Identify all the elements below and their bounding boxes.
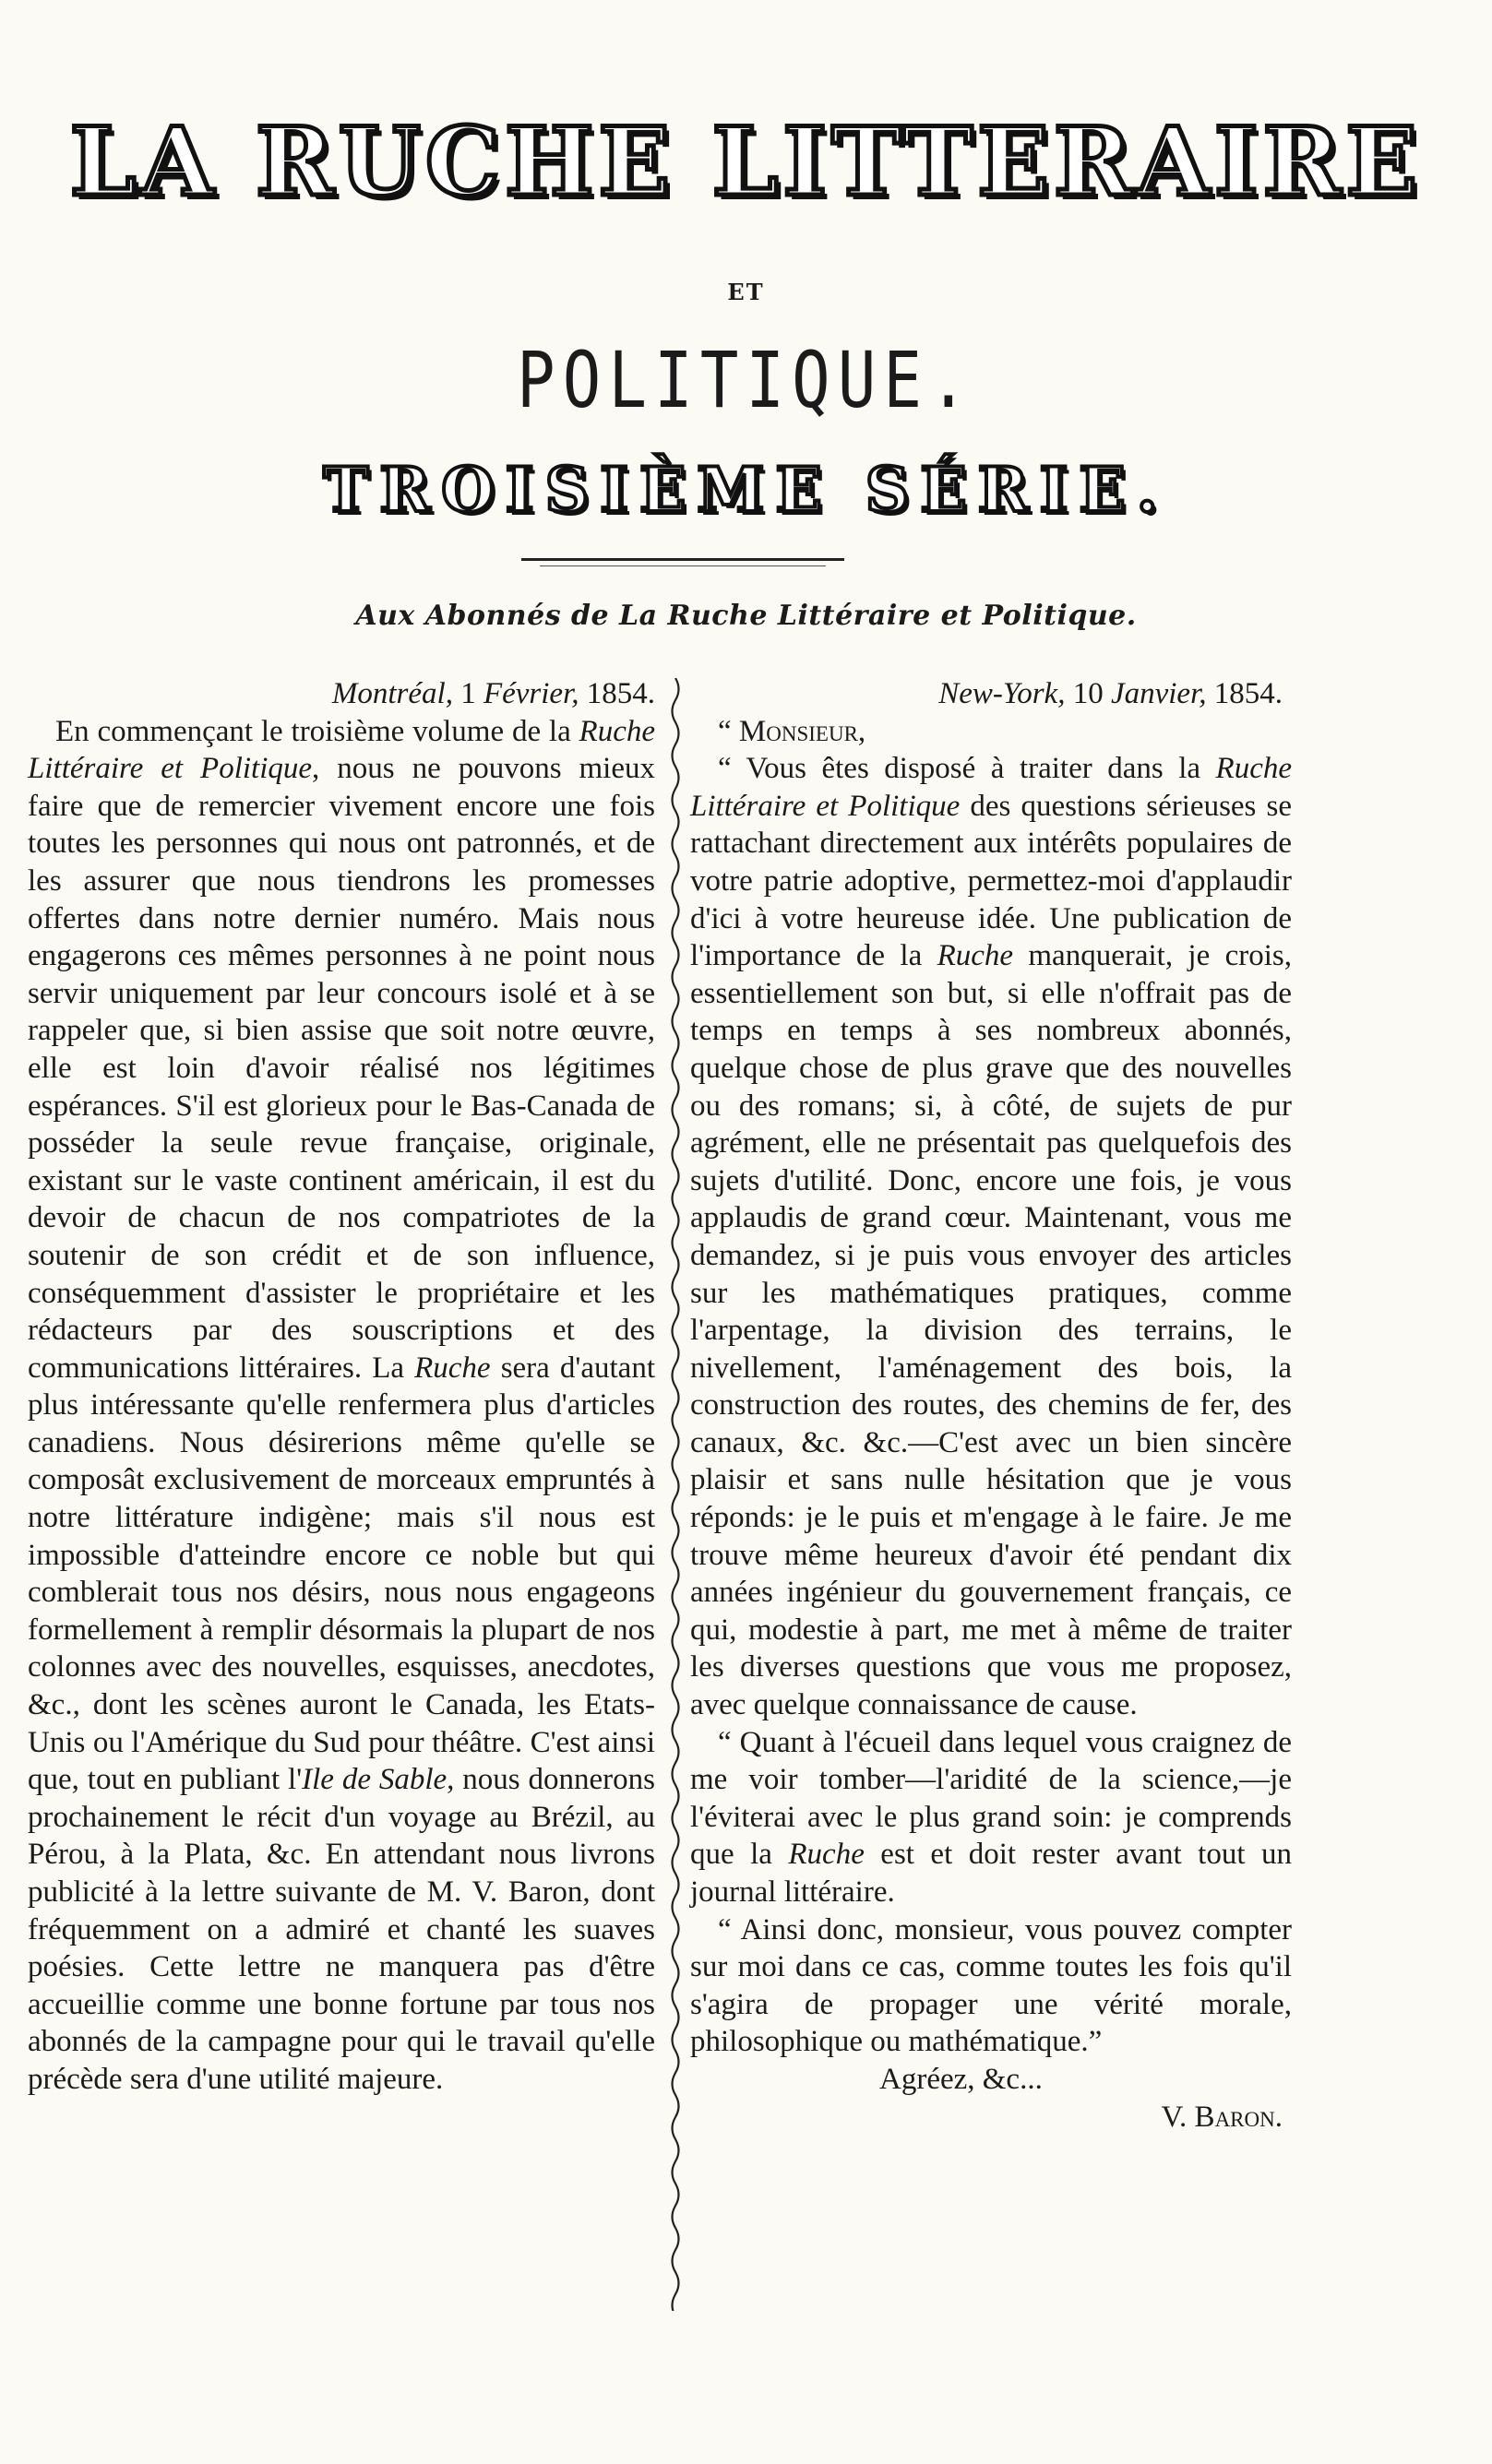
journal-title-italic: Ruche Littéraire et Politique (28, 714, 655, 786)
masthead-title: LA RUCHE LITTERAIRE (69, 107, 1423, 218)
masthead-conjunction: ET (727, 279, 765, 305)
right-dateline-day: 10 (1072, 677, 1104, 710)
letter-text-b: des questions sérieuses se rattachant directement aux intérêts populaires de votre patrie adoptive, permettez-moi d'applaudir d'ici à votre heureuse idée. Une publication de l'importance de la (690, 789, 1292, 973)
letter-paragraph-2 (690, 1724, 1292, 1911)
letter-paragraph-1 (690, 750, 1292, 1723)
letter-paragraph-3: “ Ainsi donc, monsieur, vous pouvez compter sur moi dans ce cas, comme toutes les fois qu'il s'agira de propager une vérité morale, philosophique ou mathématique.” (690, 1912, 1292, 2059)
masthead-rule (521, 558, 844, 561)
letter-signature: V. Baron. (1161, 2100, 1283, 2134)
right-dateline-month: Janvier, (1110, 677, 1207, 710)
editorial-text-b: , nous ne pouvons mieux faire que de remercier vivement encore une fois toutes les personnes qui nous ont patronnés, et de les assurer que nous tiendrons les promesses offertes dans notre dernier numéro. Mais nous engagerons ces mêmes personnes à ne point nous servir uniquement par leur concours isolé et à se rappeler que, si bien assise que soit notre œuvre, elle est loin d'avoir réalisé nos légitimes espérances. S'il est glorieux pour le Bas-Canada de posséder la seule revue française, originale, existant sur le vaste continent américain, il est du devoir de chacun de nos compatriotes de la soutenir de son crédit et de son influence, conséquemment d'assister le propriétaire et les rédacteurs par des souscriptions et des communications littéraires. La (28, 752, 655, 1385)
letter-text-a: “ Vous êtes disposé à traiter dans la (718, 752, 1216, 786)
editorial-text-c: sera d'autant plus intéressante qu'elle renfermera plus d'articles canadiens. Nous désirerions même qu'elle se composât exclusivement de morceaux empruntés à notre littérature indigène; mais s'il nous est impossible d'atteindre encore ce noble but qui comblerait tous nos désirs, nous nous engageons formellement à remplir désormais la plupart de nos colonnes avec des nouvelles, esquisses, anecdotes, &c., dont les scènes auront le Canada, les Etats-Unis ou l'Amérique du Sud pour théâtre. C'est ainsi que, tout en publiant l' (28, 1351, 655, 1797)
left-dateline-year: 1854. (586, 677, 655, 710)
left-dateline-place: Montréal, (331, 677, 453, 710)
editorial-text-d: , nous donnerons prochainement le récit d'un voyage au Brézil, au Pérou, à la Plata, &c. En attendant nous livrons publicité à la lettre suivante de M. V. Baron, dont fréquemment on a admiré et chanté les suaves poésies. Cette lettre ne manquera pas d'être accueillie comme une bonne fortune par tous nos abonnés de la campagne pour qui le travail qu'elle précède sera d'une utilité majeure. (28, 1763, 655, 2096)
right-dateline-place: New-York, (938, 677, 1066, 710)
ile-de-sable-italic: Ile de Sable (302, 1763, 448, 1797)
left-dateline-month: Février, (483, 677, 579, 710)
editorial-paragraph (28, 713, 655, 2099)
masthead-series: TROISIÈME SÉRIE. (323, 454, 1169, 526)
column-divider-wavy (666, 678, 685, 2311)
ruche-italic: Ruche (414, 1351, 491, 1385)
masthead-subtitle: POLITIQUE. (517, 335, 975, 425)
letter-text-d: “ Quant à l'écueil dans lequel vous craignez de me voir tomber—l'aridité de la science,—je l'éviterai avec le plus grand soin: je comprends que la (690, 1725, 1292, 1872)
left-dateline (28, 675, 655, 713)
left-dateline-day: 1 (460, 677, 476, 710)
editorial-text-a: En commençant le troisième volume de la (55, 714, 579, 748)
right-column (690, 675, 1292, 2136)
right-dateline-year: 1854. (1213, 677, 1283, 710)
journal-title-italic: Ruche Littéraire et Politique (690, 752, 1292, 823)
letter-closing: Agréez, &c... (879, 2062, 1043, 2096)
ruche-italic: Ruche (788, 1838, 865, 1872)
dedication-heading: Aux Abonnés de La Ruche Littéraire et Politique. (355, 600, 1137, 632)
letter-salutation: “ Monsieur, (718, 714, 866, 748)
ruche-italic: Ruche (937, 939, 1014, 973)
right-dateline (690, 675, 1292, 713)
left-column (28, 675, 655, 2099)
letter-text-c: manquerait, je crois, essentiellement son but, si elle n'offrait pas de temps en temps à ses nombreux abonnés, quelque chose de plus grave que des nouvelles ou des romans; si, à côté, de sujets de pur agrément, elle ne présentait pas quelquefois des sujets d'utilité. Donc, encore une fois, je vous applaudis de grand cœur. Maintenant, vous me demandez, si je puis vous envoyer des articles sur les mathématiques pratiques, comme l'arpentage, la division des terrains, le nivellement, l'aménagement des bois, la construction des routes, des chemins de fer, des canaux, &c. &c.—C'est avec un bien sincère plaisir et sans nulle hésitation que je vous réponds: je le puis et m'engage à le faire. Je me trouve même heureux d'avoir été pendant dix années ingénieur du gouvernement français, ce qui, modestie à part, me met à même de traiter les diverses questions que vous me proposez, avec quelque connaissance de cause. (690, 939, 1292, 1722)
letter-text-e: est et doit rester avant tout un journal littéraire. (690, 1838, 1292, 1909)
